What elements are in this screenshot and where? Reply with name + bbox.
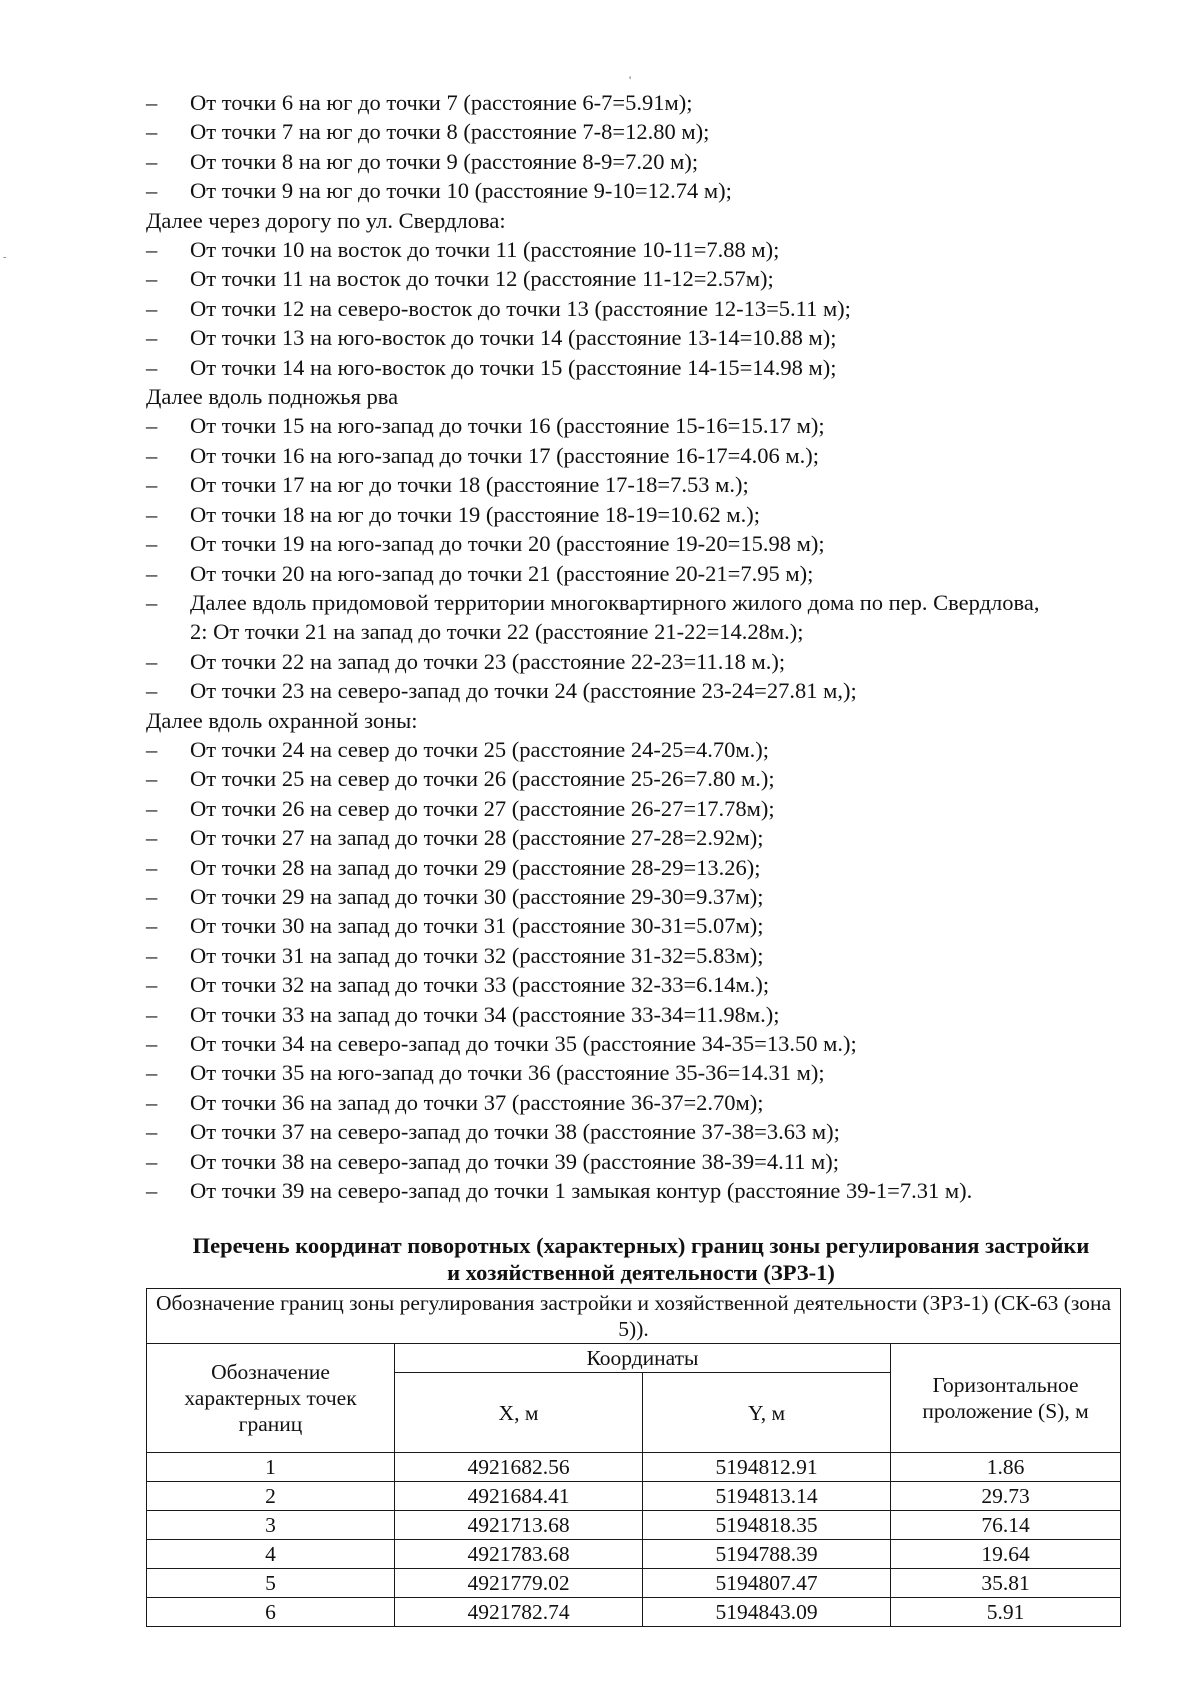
section-heading (146, 706, 1136, 735)
line-text: От точки 33 на запад до точки 34 (расстояние 33-34=11.98м.); (190, 1001, 780, 1027)
line-text: От точки 23 на северо-запад до точки 24 (расстояние 23-24=27.81 м,); (190, 678, 857, 704)
cell-x: 4921782.74 (395, 1598, 643, 1627)
boundary-list-item (146, 147, 1136, 176)
list-dash: – (146, 1119, 158, 1145)
list-dash: – (146, 972, 158, 998)
boundary-list-item (146, 264, 1136, 293)
line-text: От точки 17 на юг до точки 18 (расстояние 17-18=7.53 м.); (190, 472, 749, 498)
list-dash: – (146, 119, 158, 145)
boundary-list-item (146, 441, 1136, 470)
line-text: От точки 9 на юг до точки 10 (расстояние 9-10=12.74 м); (190, 178, 732, 204)
cell-y: 5194807.47 (643, 1569, 891, 1598)
boundary-list-item (146, 970, 1136, 999)
table-title-line: и хозяйственной деятельности (ЗРЗ-1) (447, 1260, 835, 1285)
boundary-list-item (146, 823, 1136, 852)
line-text: От точки 26 на север до точки 27 (расстояние 26-27=17.78м); (190, 795, 775, 821)
cell-x: 4921779.02 (395, 1569, 643, 1598)
header-y: Y, м (643, 1373, 891, 1453)
cell-x: 4921713.68 (395, 1511, 643, 1540)
line-text: От точки 34 на северо-запад до точки 35 (расстояние 34-35=13.50 м.); (190, 1031, 857, 1056)
boundary-list-item (146, 882, 1136, 911)
line-text: От точки 15 на юго-запад до точки 16 (расстояние 15-16=15.17 м); (190, 413, 825, 439)
list-dash: – (146, 442, 158, 468)
boundary-list-item (146, 235, 1136, 264)
line-text: От точки 22 на запад до точки 23 (расстояние 22-23=11.18 м.); (190, 648, 786, 674)
cell-distance: 76.14 (891, 1511, 1121, 1540)
list-dash: – (146, 1060, 158, 1086)
boundary-list-item (146, 500, 1136, 529)
cell-point: 5 (147, 1569, 395, 1598)
line-text: Далее через дорогу по ул. Свердлова: (146, 207, 506, 233)
boundary-list-item (146, 559, 1136, 588)
scan-edge-mark: - (3, 252, 7, 263)
line-text: От точки 14 на юго-восток до точки 15 (расстояние 14-15=14.98 м); (190, 354, 837, 380)
list-dash: – (146, 825, 158, 851)
boundary-list-item (146, 88, 1136, 117)
list-dash: – (146, 854, 158, 880)
list-dash: – (146, 472, 158, 498)
line-text: От точки 36 на запад до точки 37 (расстояние 36-37=2.70м); (190, 1089, 764, 1115)
cell-distance: 5.91 (891, 1598, 1121, 1627)
line-text: От точки 7 на юг до точки 8 (расстояние 7-8=12.80 м); (190, 119, 710, 145)
list-dash: – (146, 1001, 158, 1027)
coordinates-table (146, 1288, 1121, 1627)
boundary-list-item (146, 323, 1136, 352)
line-text: От точки 10 на восток до точки 11 (расстояние 10-11=7.88 м); (190, 237, 780, 263)
boundary-list-item (146, 529, 1136, 558)
line-text: От точки 37 на северо-запад до точки 38 (расстояние 37-38=3.63 м); (190, 1119, 840, 1145)
boundary-list-item (146, 676, 1136, 705)
cell-distance: 19.64 (891, 1540, 1121, 1569)
cell-distance: 29.73 (891, 1482, 1121, 1511)
line-text: От точки 8 на юг до точки 9 (расстояние 8-9=7.20 м); (190, 148, 699, 174)
list-dash: – (146, 178, 158, 204)
list-dash: – (146, 913, 158, 939)
list-dash: – (146, 531, 158, 557)
line-text: Далее вдоль придомовой территории многоквартирного жилого дома по пер. Свердлова, (190, 589, 1040, 615)
list-dash: – (146, 1031, 158, 1056)
boundary-list-item (146, 176, 1136, 205)
boundary-list-item (146, 941, 1136, 970)
list-dash: – (146, 560, 158, 586)
list-dash: – (146, 648, 158, 674)
cell-point: 3 (147, 1511, 395, 1540)
zone-caption-cell: Обозначение границ зоны регулирования застройки и хозяйственной деятельности (ЗРЗ-1) (СК-63 (зона 5)). (147, 1289, 1121, 1344)
boundary-list-item (146, 1117, 1136, 1146)
list-dash: – (146, 413, 158, 439)
cell-x: 4921682.56 (395, 1453, 643, 1482)
list-dash: – (146, 942, 158, 968)
list-dash: – (146, 354, 158, 380)
scan-mark: ' (629, 73, 632, 87)
line-text: От точки 18 на юг до точки 19 (расстояние 18-19=10.62 м.); (190, 501, 760, 527)
section-heading (146, 206, 1136, 235)
boundary-list-item (146, 1058, 1136, 1087)
cell-point: 1 (147, 1453, 395, 1482)
line-text: От точки 11 на восток до точки 12 (расстояние 11-12=2.57м); (190, 266, 774, 292)
line-text: От точки 38 на северо-запад до точки 39 (расстояние 38-39=4.11 м); (190, 1148, 839, 1174)
header-horizontal-distance: Горизонтальное проложение (S), м (891, 1344, 1121, 1453)
header-x: X, м (395, 1373, 643, 1453)
line-text: От точки 27 на запад до точки 28 (расстояние 27-28=2.92м); (190, 825, 764, 851)
line-text: От точки 25 на север до точки 26 (расстояние 25-26=7.80 м.); (190, 766, 775, 792)
line-text: От точки 13 на юго-восток до точки 14 (расстояние 13-14=10.88 м); (190, 325, 837, 351)
cell-distance: 1.86 (891, 1453, 1121, 1482)
cell-x: 4921783.68 (395, 1540, 643, 1569)
list-dash: – (146, 736, 158, 762)
line-text: Далее вдоль охранной зоны: (146, 707, 418, 733)
boundary-list-item (146, 764, 1136, 793)
list-dash: – (146, 1148, 158, 1174)
boundary-list-item (146, 647, 1136, 676)
section-heading (146, 382, 1136, 411)
cell-point: 4 (147, 1540, 395, 1569)
boundary-list-item (146, 294, 1136, 323)
list-dash: – (146, 678, 158, 704)
list-dash: – (146, 295, 158, 321)
boundary-list-item (146, 735, 1136, 764)
boundary-list-item (146, 794, 1136, 823)
list-dash: – (146, 766, 158, 792)
boundary-list-item (146, 1176, 1136, 1205)
list-dash: – (146, 266, 158, 292)
boundary-list-item (146, 1029, 1136, 1058)
line-text: От точки 12 на северо-восток до точки 13 (расстояние 12-13=5.11 м); (190, 295, 851, 321)
line-text: От точки 39 на северо-запад до точки 1 замыкая контур (расстояние 39-1=7.31 м). (190, 1178, 973, 1204)
boundary-list-item (146, 1147, 1136, 1176)
list-dash: – (146, 1178, 158, 1204)
line-text: От точки 35 на юго-запад до точки 36 (расстояние 35-36=14.31 м); (190, 1060, 825, 1086)
cell-y: 5194788.39 (643, 1540, 891, 1569)
table-row (147, 1569, 1121, 1598)
line-text: От точки 28 на запад до точки 29 (расстояние 28-29=13.26); (190, 854, 761, 880)
header-point-designation: Обозначение характерных точек границ (147, 1344, 395, 1453)
cell-y: 5194843.09 (643, 1598, 891, 1627)
table-row (147, 1453, 1121, 1482)
list-dash: – (146, 237, 158, 263)
line-text: От точки 24 на север до точки 25 (расстояние 24-25=4.70м.); (190, 736, 770, 762)
line-text: От точки 29 на запад до точки 30 (расстояние 29-30=9.37м); (190, 883, 764, 909)
line-continuation: 2: От точки 21 на запад до точки 22 (расстояние 21-22=14.28м.); (190, 619, 804, 645)
line-text: От точки 31 на запад до точки 32 (расстояние 31-32=5.83м); (190, 942, 764, 968)
boundary-list-item (146, 353, 1136, 382)
line-text: От точки 16 на юго-запад до точки 17 (расстояние 16-17=4.06 м.); (190, 442, 819, 468)
boundary-list-item (146, 911, 1136, 940)
boundary-list-item (146, 853, 1136, 882)
cell-point: 2 (147, 1482, 395, 1511)
boundary-list-item (146, 588, 1136, 617)
line-text: От точки 19 на юго-запад до точки 20 (расстояние 19-20=15.98 м); (190, 531, 825, 557)
cell-x: 4921684.41 (395, 1482, 643, 1511)
boundary-list-item (146, 411, 1136, 440)
table-title (146, 1232, 1136, 1286)
line-text: От точки 32 на запад до точки 33 (расстояние 32-33=6.14м.); (190, 972, 770, 998)
list-dash: – (146, 325, 158, 351)
line-text: От точки 30 на запад до точки 31 (расстояние 30-31=5.07м); (190, 913, 764, 939)
boundary-description-list (146, 88, 1136, 1205)
table-title-line: Перечень координат поворотных (характерных) границ зоны регулирования застройки (192, 1233, 1090, 1258)
table-row (147, 1540, 1121, 1569)
boundary-list-item (146, 117, 1136, 146)
cell-y: 5194813.14 (643, 1482, 891, 1511)
cell-y: 5194818.35 (643, 1511, 891, 1540)
cell-point: 6 (147, 1598, 395, 1627)
header-coordinates: Координаты (395, 1344, 891, 1373)
table-row (147, 1482, 1121, 1511)
list-dash: – (146, 589, 158, 615)
line-text: От точки 6 на юг до точки 7 (расстояние 6-7=5.91м); (190, 90, 693, 115)
line-text: Далее вдоль подножья рва (146, 384, 399, 410)
boundary-list-item (146, 1088, 1136, 1117)
cell-distance: 35.81 (891, 1569, 1121, 1598)
list-dash: – (146, 501, 158, 527)
boundary-list-item (146, 1000, 1136, 1029)
list-dash: – (146, 883, 158, 909)
list-dash: – (146, 148, 158, 174)
table-row (147, 1511, 1121, 1540)
boundary-list-item (146, 470, 1136, 499)
table-row (147, 1598, 1121, 1627)
line-text: От точки 20 на юго-запад до точки 21 (расстояние 20-21=7.95 м); (190, 560, 814, 586)
list-dash: – (146, 90, 158, 115)
list-dash: – (146, 1089, 158, 1115)
cell-y: 5194812.91 (643, 1453, 891, 1482)
list-dash: – (146, 795, 158, 821)
